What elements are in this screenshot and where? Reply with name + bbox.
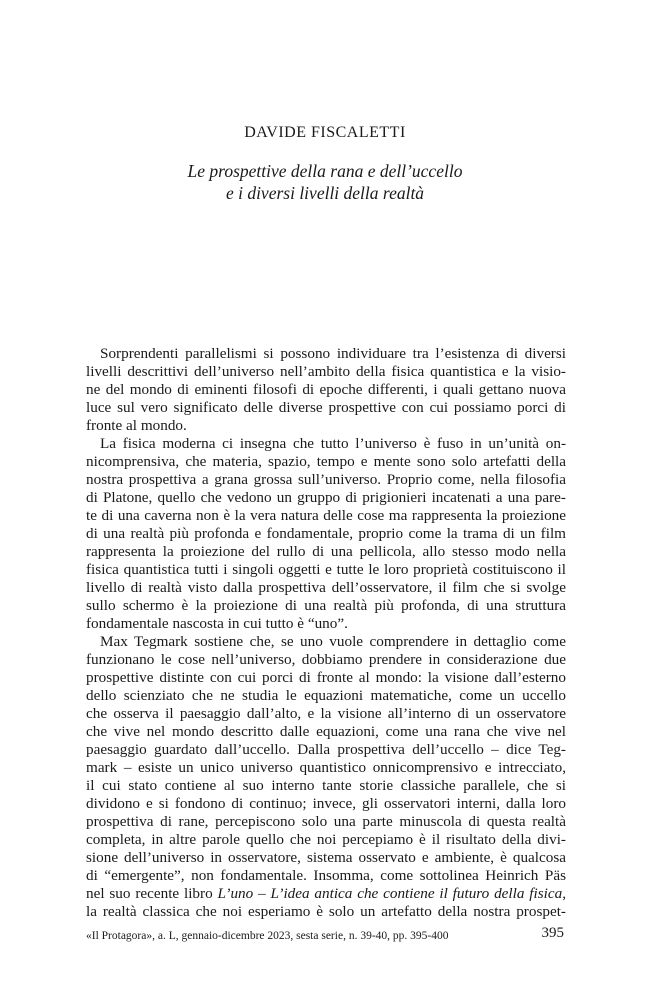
body-line: sione dell’universo in osservatore, sistema osservato e ambiente, è qualcosa (86, 849, 566, 866)
body-line: che osserva il paesaggio dall’alto, e la visione all’interno di un osservatore (86, 705, 566, 722)
body-line: Sorprendenti parallelismi si possono individuare tra l’esistenza di diversi (100, 345, 566, 362)
body-line-book (86, 885, 566, 903)
body-line: luce sul vero significato delle diverse prospettive con cui possiamo porci di (86, 399, 566, 416)
title-line-1: Le prospettive della rana e dell’uccello (187, 161, 463, 181)
body-line: ne del mondo di eminenti filosofi di epoche differenti, i quali gettano nuova (86, 381, 566, 398)
body-line: nostra prospettiva a grana grossa sull’universo. Proprio come, nella filosofia (86, 471, 566, 488)
body-line: dividono e si fondono di continuo; invece, gli osservatori interni, dalla loro (86, 795, 566, 812)
body-line: di “emergente”, non fondamentale. Insomma, come sottolinea Heinrich Päs (86, 867, 566, 884)
body-line: livelli descrittivi dell’universo nell’ambito della fisica quantistica e la visio- (86, 363, 566, 380)
body-line: paesaggio guardato dall’uccello. Dalla prospettiva dell’uccello – dice Teg- (86, 741, 566, 758)
title-line-2: e i diversi livelli della realtà (225, 183, 425, 203)
body-line: mark – esiste un unico universo quantistico onnicomprensivo e intrecciato, (86, 759, 566, 776)
body-line: Max Tegmark sostiene che, se uno vuole comprendere in dettaglio come (100, 633, 566, 650)
body-line: la realtà classica che noi esperiamo è solo un artefatto della nostra prospet- (86, 903, 566, 920)
book-title: L’uno – L’idea antica che contiene il futuro della fisica (217, 885, 563, 902)
body-line: dello scienziato che ne studia le equazioni matematiche, come un uccello (86, 687, 566, 704)
author-name: DAVIDE FISCALETTI (244, 124, 406, 141)
body-line: fisica quantistica tutti i singoli oggetti e tutte le loro proprietà costituiscono il (86, 561, 566, 578)
article-body (86, 345, 566, 921)
article-title (0, 160, 650, 204)
page-number: 395 (541, 925, 564, 941)
body-line: te di una caverna non è la vera natura delle cose ma rappresenta la proiezione (86, 507, 566, 524)
body-line: La fisica moderna ci insegna che tutto l’universo è fuso in un’unità on- (100, 435, 566, 452)
body-line: rappresenta la proiezione del rullo di una pellicola, allo stesso modo nella (86, 543, 566, 560)
body-line: funzionano le cose nell’universo, dobbiamo prendere in considerazione due (86, 651, 566, 668)
body-line: che vive nel mondo descritto dalle equazioni, come una rana che vive nel (86, 723, 566, 740)
body-line: prospettive distinte con cui porci di fronte al mondo: la visione dall’esterno (86, 669, 566, 686)
book-prefix: nel suo recente libro (86, 885, 218, 902)
body-line: fronte al mondo. (86, 417, 187, 434)
body-line: prospettiva di rane, percepiscono solo una parte minuscola di questa realtà (86, 813, 566, 830)
body-line: di Platone, quello che vedono un gruppo di prigionieri incatenati a una pare- (86, 489, 566, 506)
journal-citation: «Il Protagora», a. L, gennaio-dicembre 2023, sesta serie, n. 39-40, pp. 395-400 (86, 930, 449, 942)
body-line: completa, in altre parole quello che noi percepiamo è il risultato della divi- (86, 831, 566, 848)
body-line: fondamentale nascosta in cui tutto è “uno”. (86, 615, 348, 632)
body-line: il cui stato contiene al suo interno tante storie classiche parallele, che si (86, 777, 566, 794)
body-line: nicomprensiva, che materia, spazio, tempo e mente sono solo artefatti della (86, 453, 566, 470)
body-line: livello di realtà visto dalla prospettiva dell’osservatore, il film che si svolge (86, 579, 566, 596)
book-suffix: , (562, 885, 566, 902)
body-line: di una realtà più profonda e fondamentale, proprio come la trama di un film (86, 525, 566, 542)
body-line: sullo schermo è la proiezione di una realtà più profonda, di una struttura (86, 597, 566, 614)
